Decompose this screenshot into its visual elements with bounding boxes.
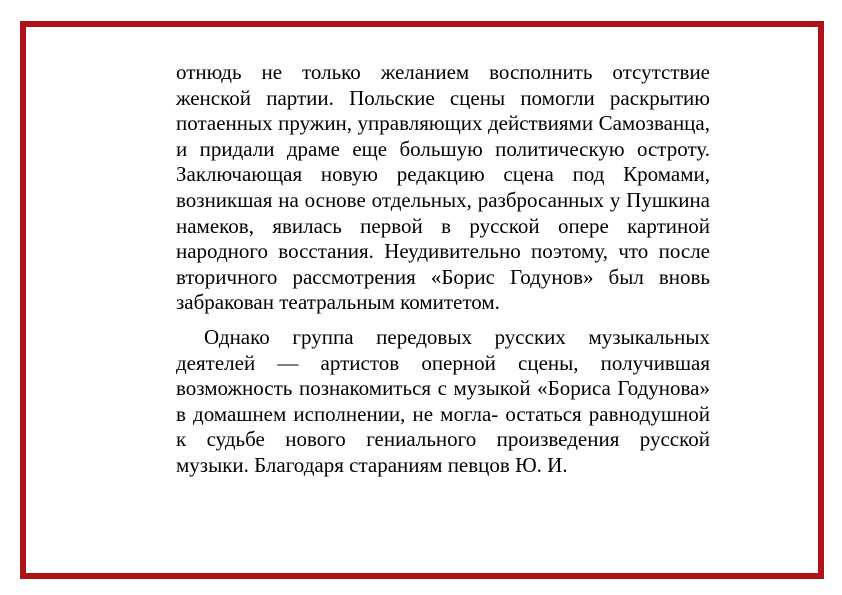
- slide-text: [176, 60, 710, 479]
- paragraph: Однако группа передовых русских музыкальных деятелей — артистов оперной сцены, получившая возможность познакомиться с музыкой «Бориса Годунова» в домашнем исполнении, не могла- остаться равнодушной к судьбе нового гениального произведения русской музыки. Благодаря стараниям певцов Ю. И.: [176, 324, 710, 477]
- paragraph: отнюдь не только желанием восполнить отсутствие женской партии. Польские сцены помогли раскрытию потаенных пружин, управляющих действиями Самозванца, и придали драме еще большую политическую остроту. Заключающая новую редакцию сцена под Кромами, возникшая на основе отдельных, разбросанных у Пушкина намеков, явилась первой в русской опере картиной народного восстания. Неудивительно поэтому, что после вторичного рассмотрения «Борис Годунов» был вновь забракован театральным комитетом.: [176, 60, 710, 315]
